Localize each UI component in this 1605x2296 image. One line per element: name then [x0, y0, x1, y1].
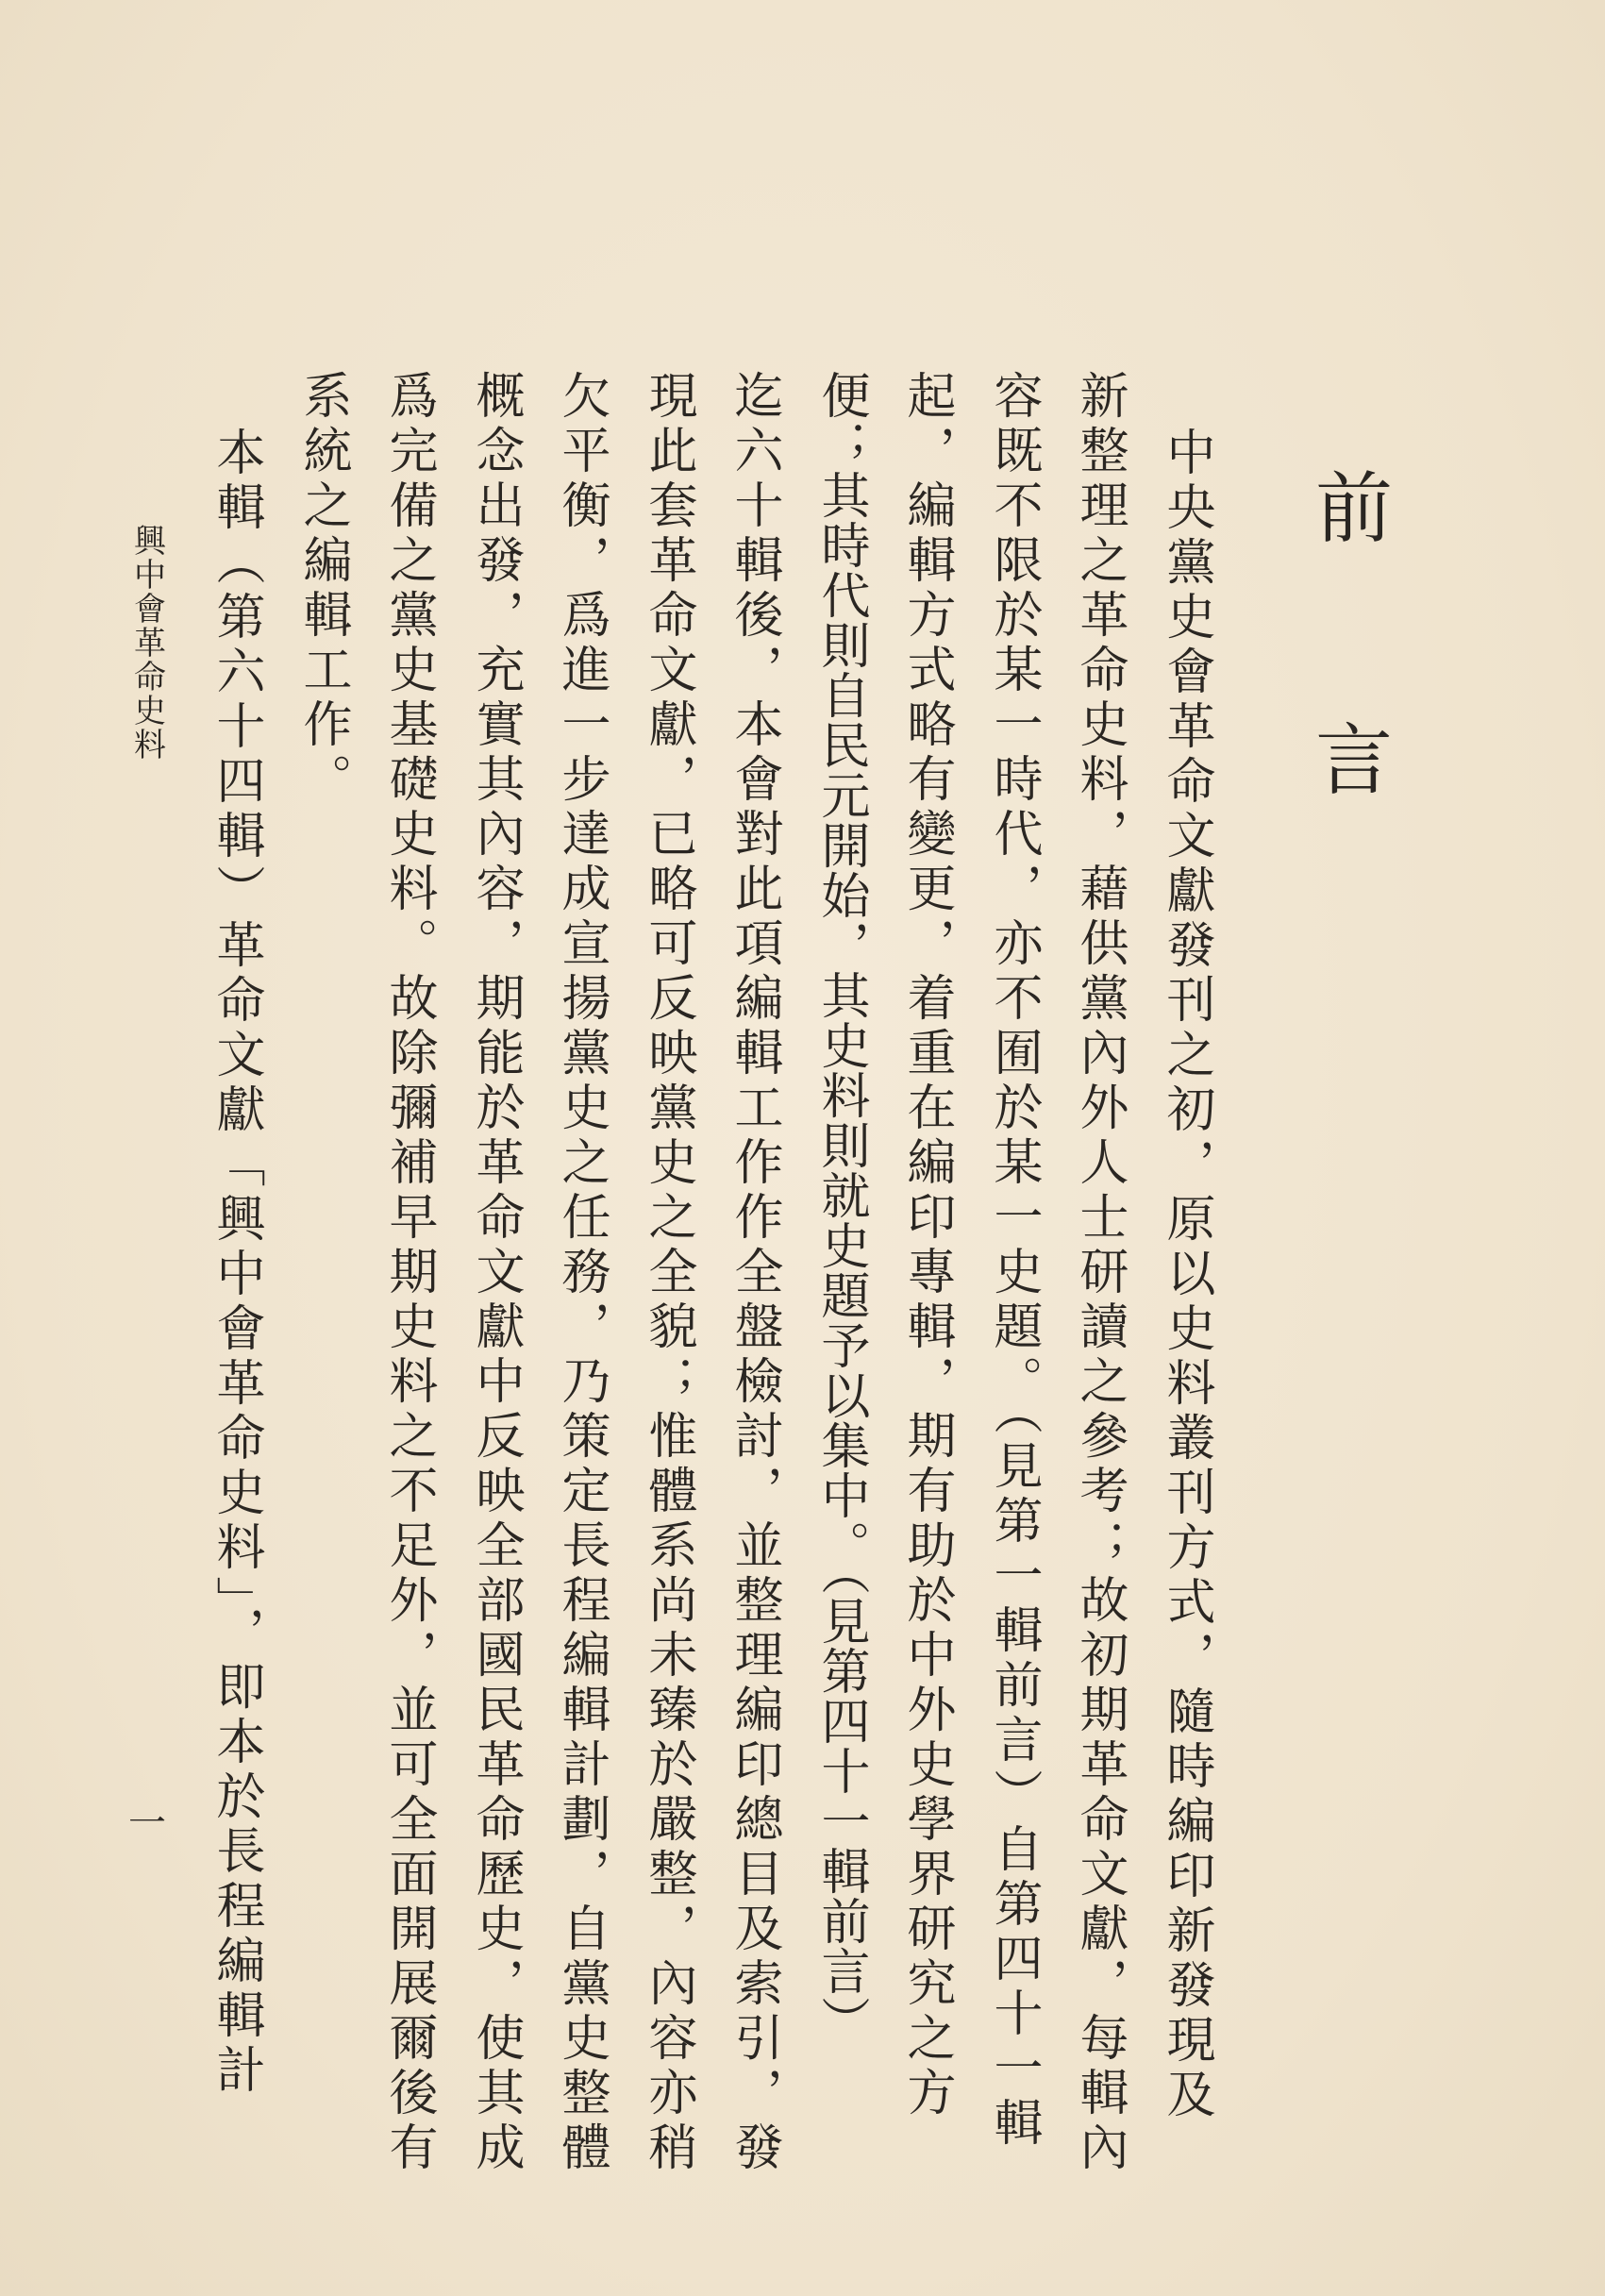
margin-book-title: 興中會革命史料 [127, 524, 166, 762]
page-number: 一 [128, 1802, 166, 1845]
text-column: 新整理之革命史料，藉供黨內外人士研讀之參考；故初期革命文獻，每輯內 [1071, 370, 1128, 2176]
page-title: 前言 [1302, 467, 1393, 971]
text-column: 中央黨史會革命文獻發刊之初，原以史料叢刊方式，隨時編印新發現及 [1158, 427, 1214, 2123]
text-column: 便；其時代則自民元開始，其史料則就史題予以集中。（見第四十一輯前言） [812, 370, 869, 2046]
text-column: 系統之編輯工作。 [294, 370, 351, 808]
text-column: 概念出發，充實其內容，期能於革命文獻中反映全部國民革命歷史，使其成 [467, 370, 524, 2176]
text-column: 迄六十輯後，本會對此項編輯工作作全盤檢討，並整理編印總目及索引，發 [726, 370, 782, 2176]
text-column: 爲完備之黨史基礎史料。故除彌補早期史料之不足外，並可全面開展爾後有 [380, 370, 437, 2176]
text-column: 起，編輯方式略有變更，着重在編印專輯，期有助於中外史學界研究之方 [898, 370, 955, 2121]
text-column: 欠平衡，爲進一步達成宣揚黨史之任務，乃策定長程編輯計劃，自黨史整體 [553, 370, 610, 2176]
text-column: 容既不限於某一時代，亦不囿於某一史題。（見第一輯前言）自第四十一輯 [985, 370, 1042, 2152]
text-column: 現此套革命文獻，已略可反映黨史之全貌；惟體系尚未臻於嚴整，內容亦稍 [640, 370, 696, 2176]
text-column: 本輯（第六十四輯）革命文獻「興中會革命史料」，即本於長程編輯計 [208, 427, 264, 2099]
